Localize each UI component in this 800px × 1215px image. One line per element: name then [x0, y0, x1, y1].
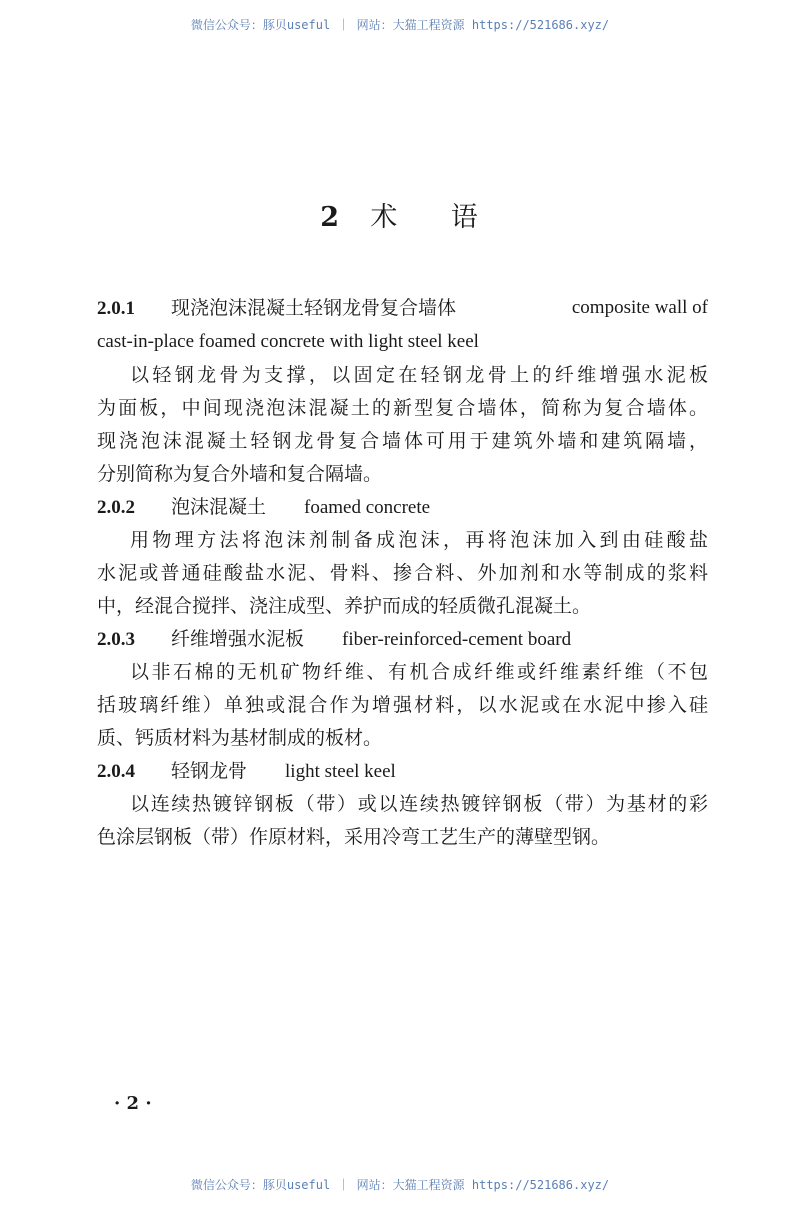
term-heading	[97, 495, 708, 520]
term-en: foamed concrete	[304, 497, 431, 518]
term-en: light steel keel	[285, 761, 396, 782]
chapter-title-a: 术	[370, 202, 400, 233]
term-heading	[97, 627, 708, 652]
term-number: 2.0.3	[97, 629, 135, 650]
definition-line: 以非石棉的无机矿物纤维、有机合成纤维或纤维素纤维（不包	[130, 661, 708, 683]
definition-line: 以连续热镀锌钢板（带）或以连续热镀锌钢板（带）为基材的彩	[130, 793, 708, 815]
definition-line: 现浇泡沫混凝土轻钢龙骨复合墙体可用于建筑外墙和建筑隔墙，	[97, 430, 708, 452]
term-number: 2.0.2	[97, 497, 135, 518]
term-zh: 现浇泡沫混凝土轻钢龙骨复合墙体	[171, 297, 457, 319]
definition-line: 用物理方法将泡沫剂制备成泡沫，再将泡沫加入到由硅酸盐	[130, 529, 708, 551]
term-en: fiber-reinforced-cement board	[342, 629, 572, 650]
chapter-number: 2	[320, 202, 341, 233]
term-heading	[97, 296, 708, 321]
term-number: 2.0.1	[97, 298, 135, 319]
term-zh: 纤维增强水泥板	[171, 628, 305, 650]
definition-line: 以轻钢龙骨为支撑，以固定在轻钢龙骨上的纤维增强水泥板	[130, 364, 708, 386]
watermark-bottom: 微信公众号：豚贝useful ｜ 网站：大猫工程资源 https://521686.xyz/	[190, 1178, 610, 1192]
chapter-title	[0, 195, 800, 234]
definition-line: 括玻璃纤维）单独或混合作为增强材料，以水泥或在水泥中掺入硅	[97, 694, 708, 716]
definition-line: 为面板，中间现浇泡沫混凝土的新型复合墙体，简称为复合墙体。	[97, 397, 708, 419]
definition-line: 质、钙质材料为基材制成的板材。	[97, 727, 383, 749]
definition-line: 分别简称为复合外墙和复合隔墙。	[97, 463, 383, 485]
term-en-continued: cast-in-place foamed concrete with light steel keel	[97, 331, 479, 352]
chapter-title-b: 语	[450, 202, 480, 233]
term-zh: 轻钢龙骨	[171, 760, 248, 782]
page-number: · 2 ·	[114, 1093, 152, 1114]
term-number: 2.0.4	[97, 761, 135, 782]
term-heading	[97, 759, 708, 784]
watermark-top: 微信公众号：豚贝useful ｜ 网站：大猫工程资源 https://521686.xyz/	[190, 18, 610, 32]
definition-line: 水泥或普通硅酸盐水泥、骨料、掺合料、外加剂和水等制成的浆料	[97, 562, 708, 584]
term-zh: 泡沫混凝土	[171, 496, 267, 518]
definition-line: 色涂层钢板（带）作原材料，采用冷弯工艺生产的薄壁型钢。	[97, 826, 611, 848]
definition-line: 中，经混合搅拌、浇注成型、养护而成的轻质微孔混凝土。	[97, 595, 592, 617]
term-en: composite wall of	[571, 297, 708, 318]
